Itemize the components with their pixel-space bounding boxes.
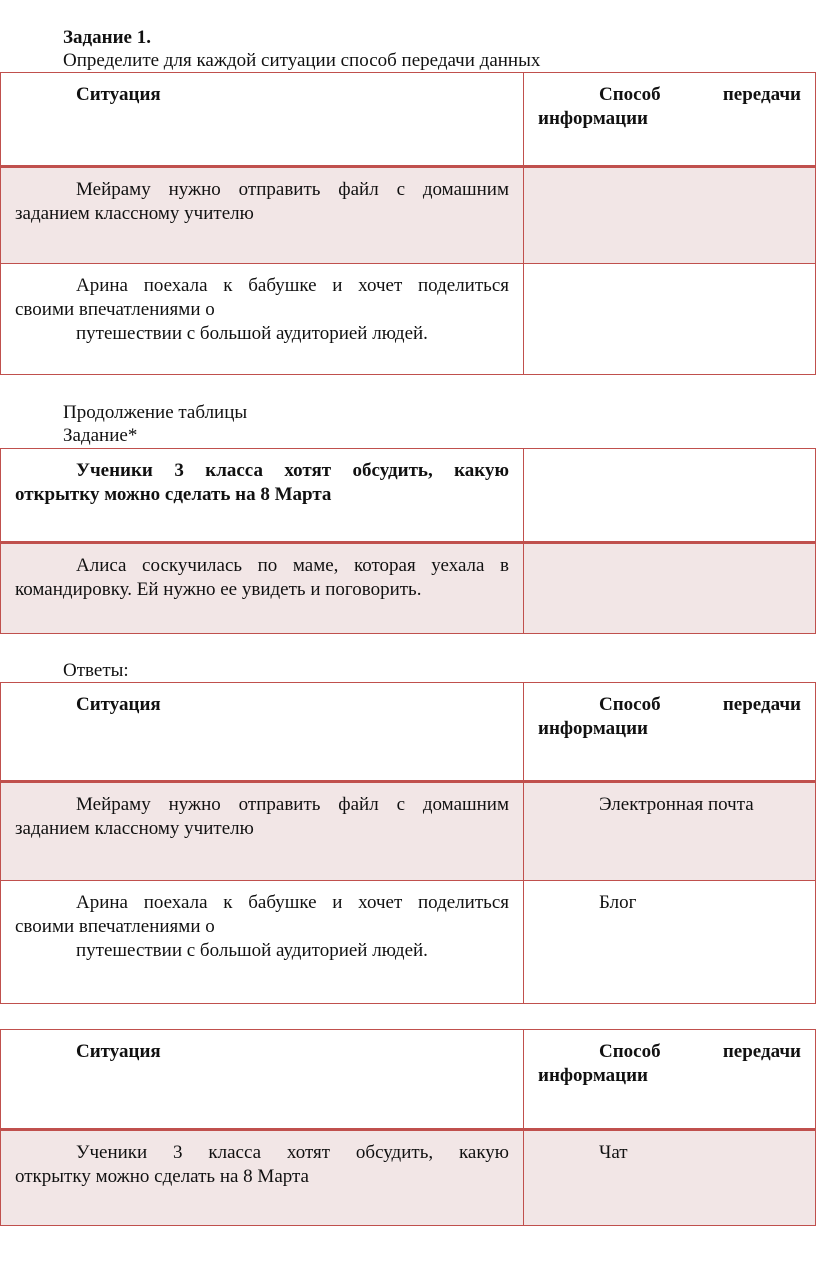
table-header-row <box>1 73 816 167</box>
table-header-row <box>1 1030 816 1130</box>
table-row <box>1 1130 816 1226</box>
table-row <box>1 543 816 634</box>
task-instruction: Определите для каждой ситуации способ передачи данных <box>63 50 541 71</box>
task-title: Задание 1. <box>63 27 151 48</box>
answer-cell-empty <box>524 449 816 543</box>
answer-text: Чат <box>599 1142 628 1163</box>
situation-text: Мейраму нужно отправить файл с домашним заданием классному учителю <box>15 794 509 839</box>
table-row <box>1 782 816 881</box>
header-method: Способ передачи информации <box>538 84 801 129</box>
table-row <box>1 167 816 264</box>
table-header-row <box>1 683 816 782</box>
situation-text: Алиса соскучилась по маме, которая уехала в командировку. Ей нужно ее увидеть и поговорить. <box>15 555 509 600</box>
situation-text: Арина поехала к бабушке и хочет поделиться своими впечатлениями о путешествии с большой аудиторией людей. <box>15 892 509 961</box>
situation-text: Арина поехала к бабушке и хочет поделиться своими впечатлениями о путешествии с большой аудиторией людей. <box>15 275 509 344</box>
header-situation: Ситуация <box>76 1041 161 1062</box>
answer-cell-empty <box>524 167 816 264</box>
table-row <box>1 449 816 543</box>
task-star-label: Задание* <box>63 425 138 446</box>
header-method: Способ передачи информации <box>538 1041 801 1086</box>
header-situation: Ситуация <box>76 84 161 105</box>
header-method: Способ передачи информации <box>538 694 801 739</box>
situation-text: Ученики 3 класса хотят обсудить, какую открытку можно сделать на 8 Марта <box>15 460 509 505</box>
answer-text: Блог <box>599 892 637 913</box>
situation-text: Мейраму нужно отправить файл с домашним заданием классному учителю <box>15 179 509 224</box>
answer-text: Электронная почта <box>599 794 754 815</box>
continuation-label: Продолжение таблицы <box>63 402 248 423</box>
answer-cell-empty <box>524 543 816 634</box>
answers-label: Ответы: <box>63 660 129 681</box>
table-row <box>1 264 816 375</box>
table-row <box>1 881 816 1004</box>
task-table-continued <box>0 448 816 634</box>
answers-table <box>0 682 816 1004</box>
header-situation: Ситуация <box>76 694 161 715</box>
task-table <box>0 72 816 375</box>
answers-table-continued <box>0 1029 816 1226</box>
answer-cell-empty <box>524 264 816 375</box>
situation-text: Ученики 3 класса хотят обсудить, какую открытку можно сделать на 8 Марта <box>15 1142 509 1187</box>
